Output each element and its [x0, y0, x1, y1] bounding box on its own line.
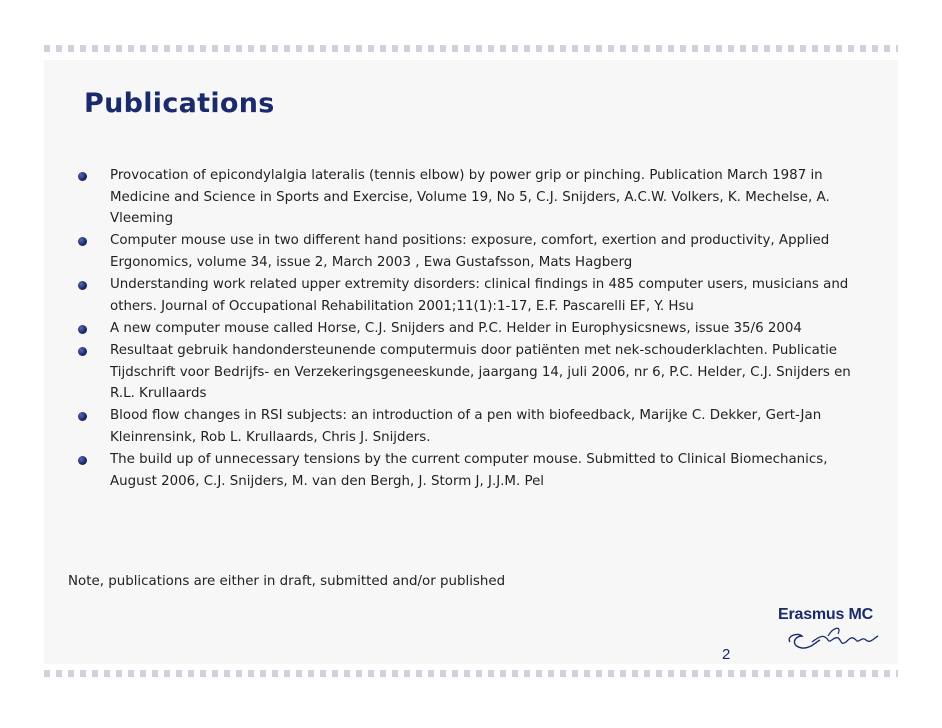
- bullet-icon: [78, 172, 87, 181]
- list-item: [70, 318, 870, 340]
- signature-icon: [768, 606, 888, 654]
- top-dotted-border: [44, 45, 898, 52]
- list-item: [70, 405, 870, 449]
- bullet-icon: [78, 325, 87, 334]
- bullet-icon: [78, 347, 87, 356]
- page-title: Publications: [84, 88, 275, 119]
- publication-text: Resultaat gebruik handondersteunende computermuis door patiënten met nek-schouderklachten. Publicatie Tijdschrift voor Bedrijfs- en Verzekeringsgeneeskunde, jaargang 14, juli 2006, nr 6, P.C. Helder, C.J. Snijders en R.L. Krullaards: [110, 343, 851, 402]
- page-number: 2: [722, 646, 731, 663]
- publication-text: The build up of unnecessary tensions by the current computer mouse. Submitted to Clinical Biomechanics, August 2006, C.J. Snijders, M. van den Bergh, J. Storm J, J.J.M. Pel: [110, 452, 828, 489]
- erasmus-mc-logo: [768, 606, 888, 654]
- publication-text: A new computer mouse called Horse, C.J. Snijders and P.C. Helder in Europhysicsnews, issue 35/6 2004: [110, 321, 802, 336]
- list-item: [70, 165, 870, 230]
- list-item: [70, 340, 870, 405]
- publication-text: Understanding work related upper extremity disorders: clinical findings in 485 computer users, musicians and others. Journal of Occupational Rehabilitation 2001;11(1):1-17, E.F. Pascarelli EF, Y. Hsu: [110, 277, 849, 314]
- logo-text: Erasmus MC: [778, 606, 873, 623]
- bullet-icon: [78, 412, 87, 421]
- list-item: [70, 230, 870, 274]
- publication-text: Blood flow changes in RSI subjects: an introduction of a pen with biofeedback, Marijke C. Dekker, Gert-Jan Kleinrensink, Rob L. Krullaards, Chris J. Snijders.: [110, 408, 822, 445]
- bottom-dotted-border: [44, 670, 898, 677]
- list-item: [70, 274, 870, 318]
- publication-text: Provocation of epicondylalgia lateralis (tennis elbow) by power grip or pinching. Publication March 1987 in Medicine and Science in Sports and Exercise, Volume 19, No 5, C.J. Snijders, A.C.W. Volkers, K. Mechelse, A. Vleeming: [110, 168, 830, 227]
- footnote: Note, publications are either in draft, submitted and/or published: [68, 574, 506, 589]
- publication-text: Computer mouse use in two different hand positions: exposure, comfort, exertion and productivity, Applied Ergonomics, volume 34, issue 2, March 2003 , Ewa Gustafsson, Mats Hagberg: [110, 233, 830, 270]
- bullet-icon: [78, 281, 87, 290]
- bullet-icon: [78, 237, 87, 246]
- list-item: [70, 449, 870, 493]
- bullet-icon: [78, 456, 87, 465]
- publication-list: [70, 165, 870, 493]
